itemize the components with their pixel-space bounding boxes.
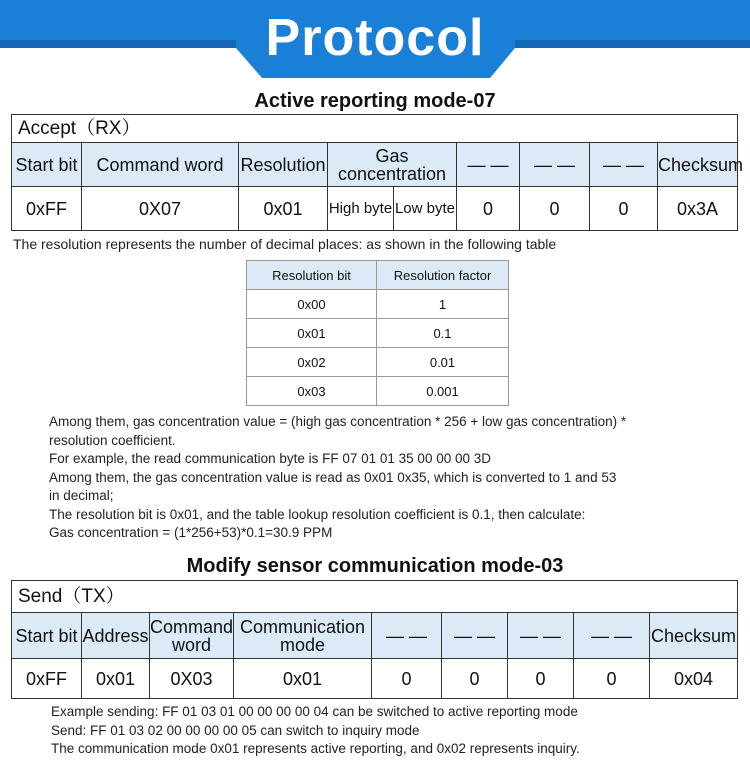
rx-header-reserved-2: — — [520, 143, 590, 187]
table-row [247, 348, 509, 377]
tx-header-reserved-2: — — [442, 613, 508, 659]
banner-title: Protocol [265, 9, 485, 67]
explanation-line: The resolution bit is 0x01, and the table lookup resolution coefficient is 0.1, then calculate: [49, 506, 586, 522]
footer-note-line: The communication mode 0x01 represents active reporting, and 0x02 represents inquiry. [51, 741, 580, 756]
rx-header-reserved-1: — — [457, 143, 520, 187]
tx-section-title: Modify sensor communication mode-03 [186, 555, 564, 577]
rx-value-reserved-2: 0 [520, 187, 590, 231]
tx-header-reserved-3: — — [508, 613, 574, 659]
resolution-factor-cell: 1 [377, 290, 509, 319]
tx-value-checksum: 0x04 [650, 659, 738, 699]
tx-value-start-bit: 0xFF [12, 659, 82, 699]
rx-header-command-word: Command word [82, 143, 239, 187]
tx-header-start-bit: Start bit [12, 613, 82, 659]
resolution-bit-cell: 0x00 [247, 290, 377, 319]
resolution-factor-cell: 0.01 [377, 348, 509, 377]
resolution-factor-cell: 0.001 [377, 377, 509, 406]
tx-caption: Send（TX） [12, 581, 738, 613]
tx-header-command-word: Command word [150, 613, 234, 659]
footer-note-line: Example sending: FF 01 03 01 00 00 00 00 04 can be switched to active reporting mode [51, 704, 578, 719]
tx-value-reserved-3: 0 [508, 659, 574, 699]
rx-header-reserved-3: — — [590, 143, 658, 187]
rx-value-reserved-3: 0 [590, 187, 658, 231]
rx-value-checksum: 0x3A [658, 187, 738, 231]
rx-header-resolution: Resolution [239, 143, 328, 187]
rx-value-high-byte: High byte [328, 187, 394, 231]
resolution-bit-cell: 0x03 [247, 377, 377, 406]
table-row [247, 290, 509, 319]
tx-header-checksum: Checksum [650, 613, 738, 659]
tx-header-reserved-4: — — [574, 613, 650, 659]
explanation-line: For example, the read communication byte is FF 07 01 01 35 00 00 00 3D [49, 451, 491, 466]
table-row [247, 377, 509, 406]
rx-header-checksum: Checksum [658, 143, 738, 187]
resolution-table [246, 260, 509, 406]
rx-value-command-word: 0X07 [82, 187, 239, 231]
explanation-line: in decimal; [49, 488, 114, 503]
resolution-factor-cell: 0.1 [377, 319, 509, 348]
rx-caption: Accept（RX） [12, 115, 738, 143]
rx-value-reserved-1: 0 [457, 187, 520, 231]
explanation-text [49, 413, 626, 543]
rx-value-low-byte: Low byte [394, 187, 457, 231]
rx-value-start-bit: 0xFF [12, 187, 82, 231]
tx-value-command-word: 0X03 [150, 659, 234, 699]
resolution-bit-cell: 0x02 [247, 348, 377, 377]
tx-value-reserved-1: 0 [372, 659, 442, 699]
tx-value-address: 0x01 [82, 659, 150, 699]
tx-value-reserved-2: 0 [442, 659, 508, 699]
explanation-line: resolution coefficient. [49, 432, 176, 448]
tx-header-communication-mode: Communication mode [234, 613, 372, 659]
footer-note-line: Send: FF 01 03 02 00 00 00 00 05 can switch to inquiry mode [51, 722, 420, 738]
rx-section-title: Active reporting mode-07 [254, 90, 496, 112]
tx-header-address: Address [82, 613, 150, 659]
footer-notes [51, 703, 580, 759]
tx-value-reserved-4: 0 [574, 659, 650, 699]
tx-table [11, 580, 738, 699]
rx-value-resolution: 0x01 [239, 187, 328, 231]
resolution-header-bit: Resolution bit [247, 261, 377, 290]
table-row [247, 319, 509, 348]
rx-table [11, 114, 744, 231]
explanation-line: Among them, gas concentration value = (high gas concentration * 256 + low gas concentration) * [49, 414, 627, 429]
explanation-line: Gas concentration = (1*256+53)*0.1=30.9 PPM [49, 525, 333, 540]
tx-header-reserved-1: — — [372, 613, 442, 659]
explanation-line: Among them, the gas concentration value is read as 0x01 0x35, which is converted to 1 and 53 [49, 469, 617, 485]
rx-header-start-bit: Start bit [12, 143, 82, 187]
resolution-note: The resolution represents the number of decimal places: as shown in the following table [13, 236, 557, 252]
resolution-header-factor: Resolution factor [377, 261, 509, 290]
resolution-bit-cell: 0x01 [247, 319, 377, 348]
rx-header-gas-concentration: Gas concentration [328, 143, 457, 187]
tx-value-communication-mode: 0x01 [234, 659, 372, 699]
